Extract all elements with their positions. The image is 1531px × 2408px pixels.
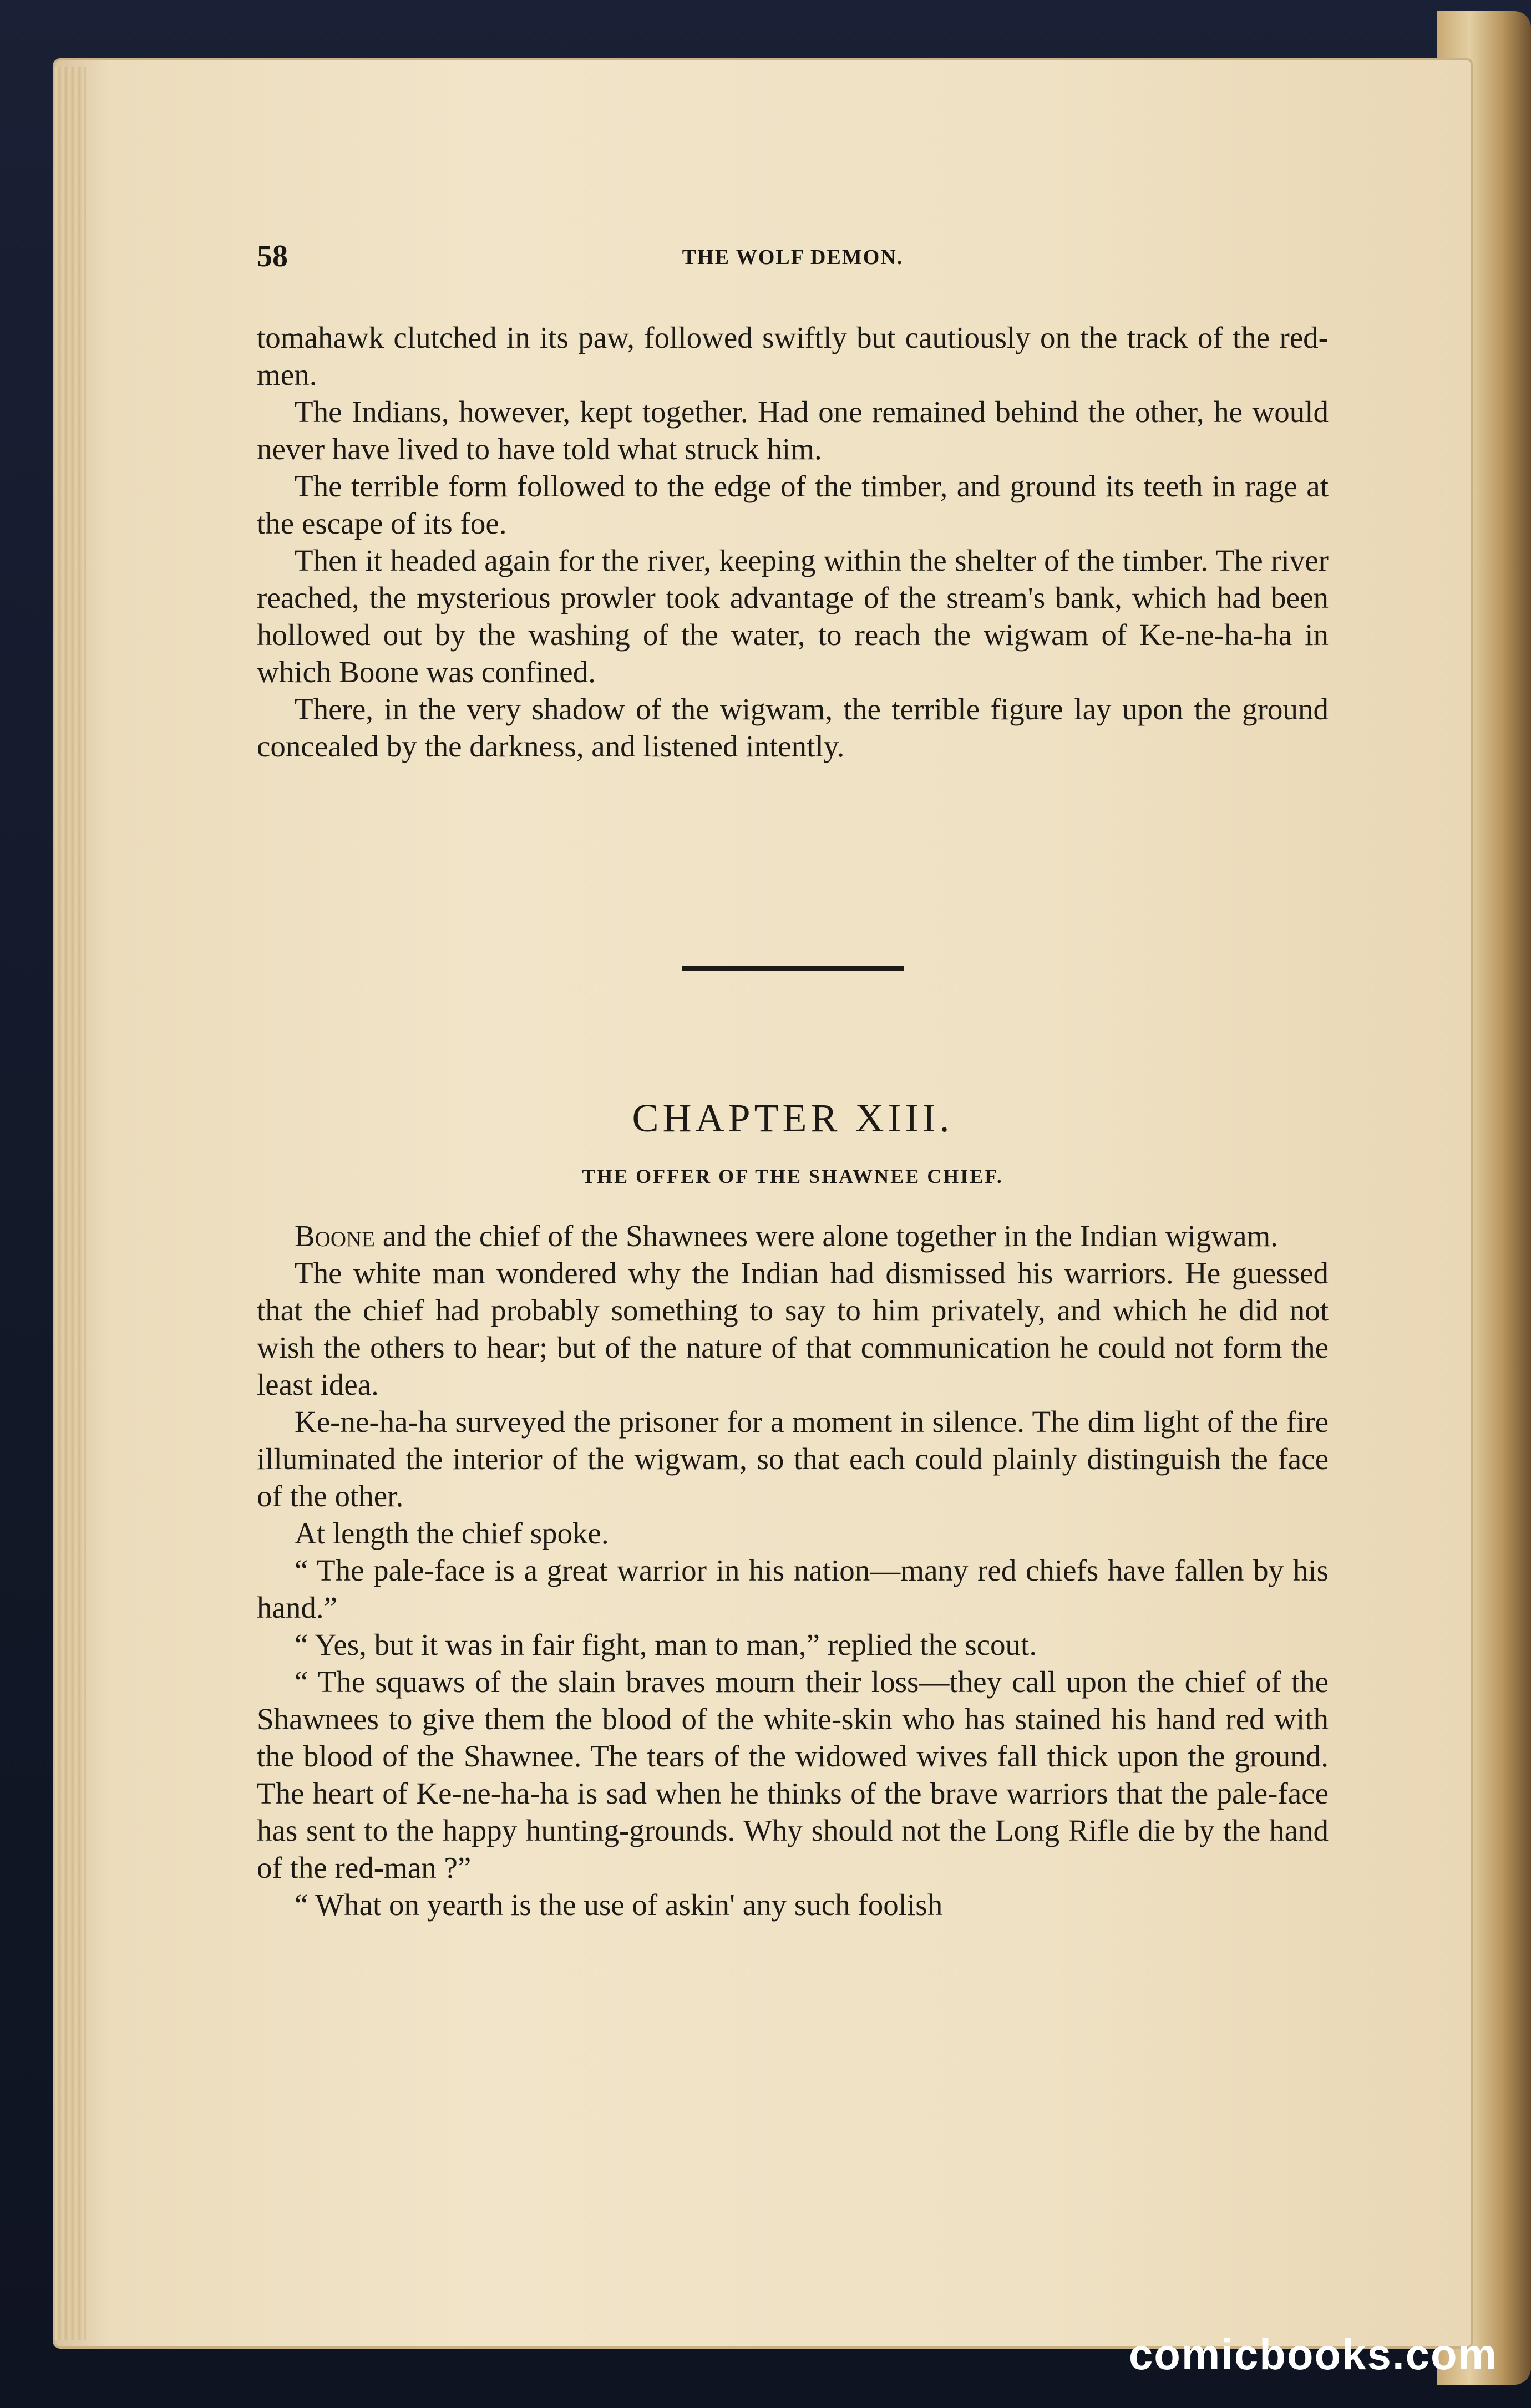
chapter-subtitle: THE OFFER OF THE SHAWNEE CHIEF.	[582, 1165, 1003, 1187]
paragraph: “ Yes, but it was in fair fight, man to man,” replied the scout.	[295, 1628, 1037, 1662]
text-block-before-chapter	[257, 319, 1329, 765]
paragraph: The terrible form followed to the edge of the timber, and ground its teeth in rage at the escape of its foe.	[257, 469, 1329, 540]
paragraph: The white man wondered why the Indian had dismissed his warriors. He guessed that the chief had probably something to say to him privately, and which he did not wish the others to hear; but of the nature of that communication he could not form the least idea.	[257, 1256, 1329, 1401]
paragraph: “ What on yearth is the use of askin' any such foolish	[295, 1888, 943, 1922]
text-block-chapter	[257, 1217, 1329, 1923]
chapter-title: CHAPTER XIII.	[632, 1096, 954, 1140]
page-gutter	[53, 67, 86, 2340]
paragraph: The Indians, however, kept together. Had one remained behind the other, he would never have lived to have told what struck him.	[257, 395, 1329, 466]
paragraph: Ke-ne-ha-ha surveyed the prisoner for a moment in silence. The dim light of the fire illuminated the interior of the wigwam, so that each could plainly distinguish the face of the other.	[257, 1405, 1329, 1513]
paragraph: Then it headed again for the river, keeping within the shelter of the timber. The river reached, the mysterious prowler took advantage of the stream's bank, which had been hollowed out by the washing of the water, to reach the wigwam of Ke-ne-ha-ha in which Boone was confined.	[257, 543, 1329, 689]
paragraph: “ The pale-face is a great warrior in his nation—many red chiefs have fallen by his hand.”	[257, 1553, 1329, 1624]
paragraph: At length the chief spoke.	[295, 1516, 609, 1550]
watermark: comicbooks.com	[1128, 2330, 1498, 2379]
paragraph: tomahawk clutched in its paw, followed swiftly but cautiously on the track of the red-men.	[257, 321, 1329, 392]
lead-word: Boone	[295, 1219, 376, 1253]
paragraph: There, in the very shadow of the wigwam, the terrible figure lay upon the ground concealed by the darkness, and listened intently.	[257, 692, 1329, 763]
paragraph: “ The squaws of the slain braves mourn their loss—they call upon the chief of the Shawnees to give them the blood of the white-skin who has stained his hand red with the blood of the Shawnee. The tears of the widowed wives fall thick upon the ground. The heart of Ke-ne-ha-ha is sad when he thinks of the brave warriors that the pale-face has sent to the happy hunting-grounds. Why should not the Long Rifle die by the hand of the red-man ?”	[257, 1665, 1329, 1884]
page-header	[257, 238, 1329, 277]
running-head: THE WOLF DEMON.	[682, 246, 904, 269]
section-divider	[682, 966, 904, 971]
paragraph-text: and the chief of the Shawnees were alone together in the Indian wigwam.	[375, 1219, 1279, 1253]
paragraph	[257, 1217, 1329, 1254]
page-number: 58	[257, 239, 288, 273]
